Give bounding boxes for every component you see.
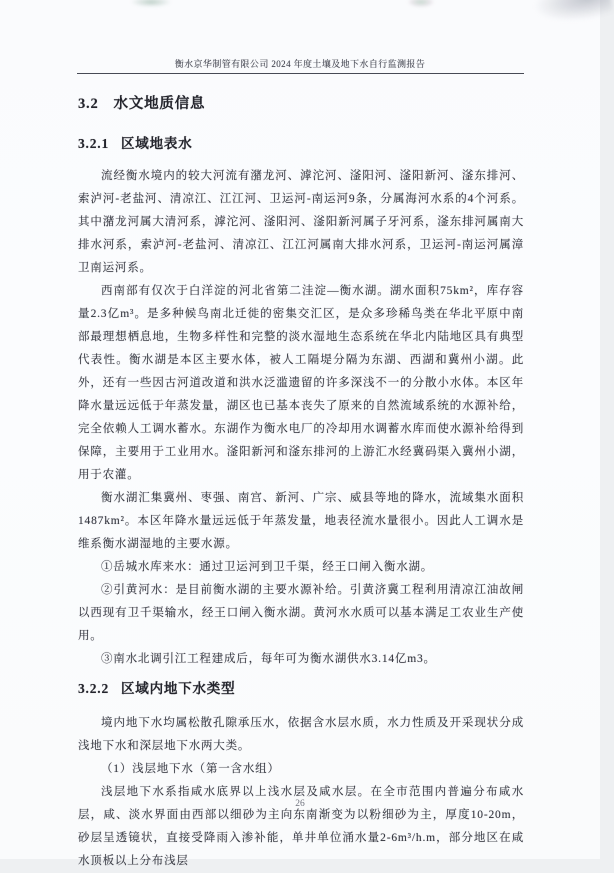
header-rule [77, 73, 524, 74]
page-header [0, 0, 600, 74]
section-3-2-title: 水文地质信息 [113, 96, 206, 112]
body-paragraph-shallow-groundwater: 浅层地下水系指咸水底界以上浅水层及咸水层。在全市范围内普遍分布咸水层，咸、淡水界面由西部以细砂为主向东南渐变为以粉细砂为主，厚度10-20m，砂层呈透镜状，直接受降雨入渗补能，单井单位涌水量2-6m³/h.m，部分地区在咸水顶板以上分布浅层 [78, 785, 524, 867]
page-number: 26 [295, 799, 305, 809]
body-paragraph-hengshui-lake: 西南部有仅次于白洋淀的河北省第二洼淀—衡水湖。湖水面积75km²，库存容量2.3亿m³。是多种候鸟南北迁徙的密集交汇区，是众多珍稀鸟类在华北平原中南部最理想栖息地，生物多样性和完整的淡水湿地生态系统在华北内陆地区具有典型代表性。衡水湖是本区主要水体，被人工隔堤分隔为东湖、西湖和冀州小湖。此外，还有一些因古河道改道和洪水泛滥遗留的许多深浅不一的分散小水体。本区年降水量远远低于年蒸发量，湖区也已基本丧失了原来的自然流域系统的水源补给，完全依赖人工调水蓄水。东湖作为衡水电厂的冷却用水调蓄水库而使水源补给得到保障，主要用于工业用水。滏阳新河和滏东排河的上游汇水经冀码渠入冀州小湖，用于农灌。 [78, 285, 524, 481]
section-3-2-1-number: 3.2.1 [78, 136, 109, 152]
document-body [0, 95, 600, 873]
section-3-2-2-number: 3.2.2 [78, 681, 109, 696]
section-3-2-1-body [78, 165, 524, 671]
body-paragraph-groundwater-types: 境内地下水均属松散孔隙承压水，依据含水层水质，水力性质及开采现状分成浅地下水和深层地下水两大类。 [78, 716, 524, 752]
section-3-2-heading [78, 95, 524, 113]
section-3-2-2-body [78, 712, 524, 873]
list-item-south-north-transfer: ③南水北调引江工程建成后，每年可为衡水湖供水3.14亿m3。 [101, 653, 436, 665]
list-item-yuecheng-reservoir: ①岳城水库来水：通过卫运河到卫千渠，经王口闸入衡水湖。 [101, 561, 434, 573]
list-item-yellow-river-water: ②引黄河水：是目前衡水湖的主要水源补给。引黄济冀工程利用清凉江油故闸以西现有卫千渠输水，经王口闸入衡水湖。黄河水水质可以基本满足工农业生产使用。 [78, 584, 524, 642]
section-3-2-2-heading [78, 681, 524, 698]
body-paragraph-rivers: 流经衡水境内的较大河流有潴龙河、滹沱河、滏阳河、滏阳新河、滏东排河、索泸河-老盐河、清凉江、江江河、卫运河-南运河9条，分属海河水系的4个河系。其中潴龙河属大清河系，滹沱河、滏阳河、滏阳新河属子牙河系，滏东排河属南大排水河系，索泸河-老盐河、清凉江、江江河属南大排水河系，卫运河-南运河属漳卫南运河系。 [78, 170, 524, 274]
section-3-2-1-title: 区域地表水 [121, 136, 193, 152]
running-header-title: 衡水京华制管有限公司 2024 年度土壤及地下水自行监测报告 [174, 59, 426, 69]
body-paragraph-catchment: 衡水湖汇集冀州、枣强、南宫、新河、广宗、威县等地的降水，流域集水面积1487km²。本区年降水量远远低于年蒸发量，地表径流水量很小。因此人工调水是维系衡水湖湿地的主要水源。 [78, 492, 524, 550]
section-3-2-2-title: 区域内地下水类型 [121, 681, 236, 696]
section-3-2-1-heading [78, 136, 524, 153]
body-subheading-shallow-groundwater: （1）浅层地下水（第一含水组） [101, 762, 280, 775]
section-3-2-number: 3.2 [78, 96, 99, 112]
